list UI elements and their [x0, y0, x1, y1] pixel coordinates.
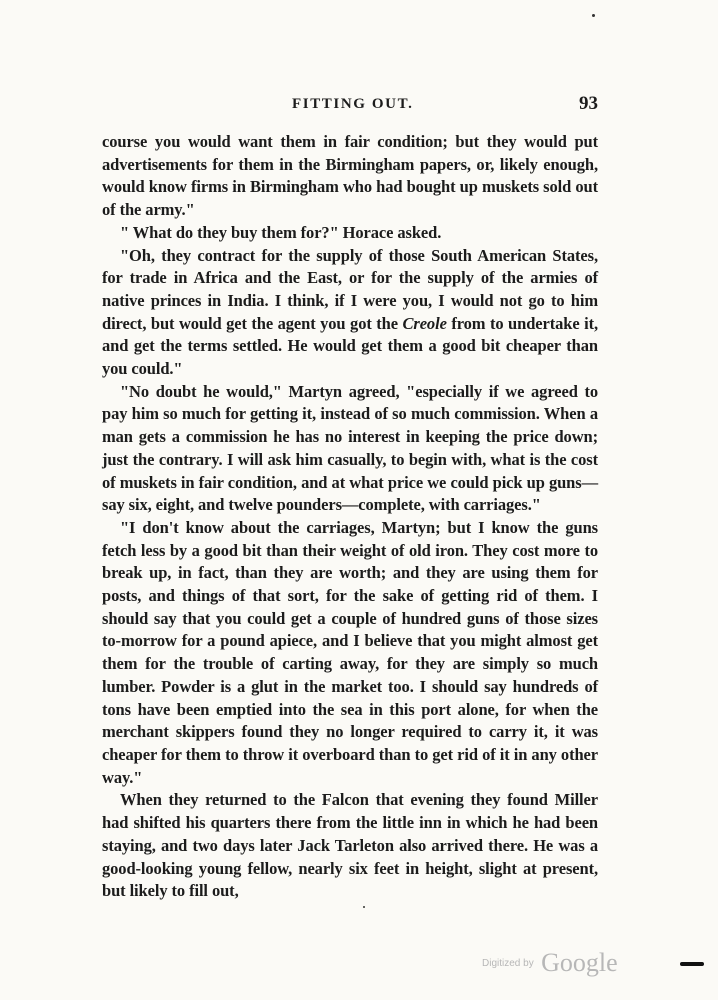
digitized-by-label: Digitized by [482, 957, 534, 969]
running-title: FITTING OUT. [292, 96, 414, 112]
paragraph [102, 789, 598, 903]
ink-speck [363, 906, 365, 908]
ink-speck [592, 14, 595, 17]
paragraph [102, 222, 598, 245]
paragraph-text: "Oh, they contract for the supply of those South American States, for trade in Africa and the East, or for the supply of the armies of native princes in India. I think, if I were you, I would not go to him direct, but would get the agent you got the [102, 245, 598, 333]
paragraph-text: "I don't know about the carriages, Martyn; but I know the guns fetch less by a good bit than their weight of old iron. They cost more to break up, in fact, than they are worth; and they are using them for posts, and things of that sort, for the sake of getting rid of them. I should say that you could get a couple of hundred guns of those sizes to-morrow for a pound apiece, and I believe that you might almost get them for the trouble of carting away, for they are simply so much lumber. Powder is a glut in the market too. I should say hundreds of tons have been emptied into the sea in this port alone, for when the merchant skippers found they no longer required to carry it, it was cheaper for them to throw it overboard than to get rid of it in any other way." [102, 517, 598, 787]
paragraph [102, 245, 598, 381]
google-logo: Google [541, 948, 618, 977]
paragraph-text: course you would want them in fair condition; but they would put advertisements for them in the Birmingham papers, or, likely enough, would know firms in Birmingham who had bought up muskets sold out of the army." [102, 132, 598, 220]
body-text [102, 131, 598, 903]
running-header [102, 93, 598, 120]
paragraph-text: When they returned to the Falcon that evening they found Miller had shifted his quarters there from the little inn in which he had been staying, and two days later Jack Tarleton also arrived there. He was a good-looking young fellow, nearly six feet in height, slight at present, but likely to fill out, [102, 790, 598, 901]
paragraph [102, 517, 598, 789]
page-number: 93 [579, 93, 598, 114]
paragraph-text: "No doubt he would," Martyn agreed, "especially if we agreed to pay him so much for getting it, instead of so much commission. When a man gets a commission he has no interest in keeping the price down; just the contrary. I will ask him casually, to begin with, what is the cost of muskets in fair condition, and at what price we could pick up guns—say six, eight, and twelve pounders—complete, with carriages." [102, 381, 598, 515]
paragraph-text: from to undertake it, and get the terms settled. He would get them a good bit cheaper than you could." [102, 313, 598, 379]
google-watermark [482, 948, 618, 978]
italic-text: Creole [402, 313, 447, 333]
ink-dash [680, 962, 704, 966]
paragraph [102, 381, 598, 517]
paragraph-text: " What do they buy them for?" Horace asked. [120, 222, 442, 242]
paragraph [102, 131, 598, 222]
